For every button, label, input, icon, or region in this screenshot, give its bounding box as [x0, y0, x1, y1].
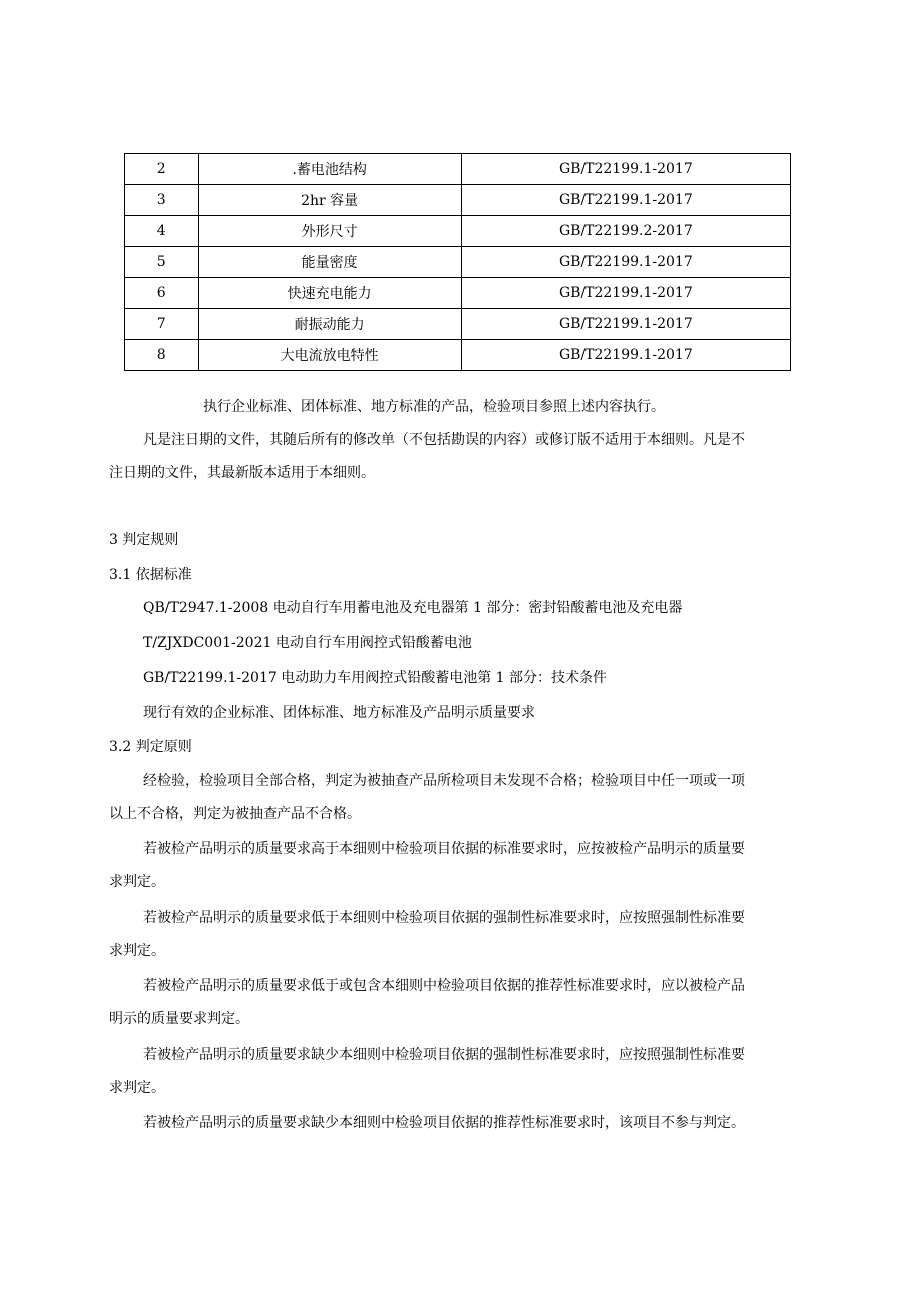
item-name-cell: 耐振动能力	[198, 309, 461, 340]
table-row	[125, 340, 791, 371]
standard-cell: GB/T22199.1-2017	[461, 278, 790, 309]
rule-1-line1: 经检验，检验项目全部合格，判定为被抽查产品所检项目未发现不合格；检验项目中任一项或一项	[143, 773, 745, 789]
heading-3-1: 3.1 依据标准	[109, 567, 192, 583]
table-row	[125, 185, 791, 216]
row-number-cell: 8	[125, 340, 199, 371]
paragraph-exec: 执行企业标准、团体标准、地方标准的产品，检验项目参照上述内容执行。	[203, 399, 665, 415]
rule-3-line1: 若被检产品明示的质量要求低于本细则中检验项目依据的强制性标准要求时，应按照强制性标准要	[143, 910, 745, 926]
inspection-items-table	[124, 153, 791, 371]
table-body	[125, 154, 791, 371]
standard-cell: GB/T22199.1-2017	[461, 185, 790, 216]
row-number-cell: 7	[125, 309, 199, 340]
heading-3-2: 3.2 判定原则	[109, 739, 192, 755]
rule-4-line2: 明示的质量要求判定。	[109, 1011, 249, 1027]
standard-cell: GB/T22199.1-2017	[461, 340, 790, 371]
rule-5-line1: 若被检产品明示的质量要求缺少本细则中检验项目依据的强制性标准要求时，应按照强制性标准要	[143, 1047, 745, 1063]
row-number-cell: 4	[125, 216, 199, 247]
standard-cell: GB/T22199.2-2017	[461, 216, 790, 247]
row-number-cell: 2	[125, 154, 199, 185]
standard-cell: GB/T22199.1-2017	[461, 247, 790, 278]
rule-6: 若被检产品明示的质量要求缺少本细则中检验项目依据的推荐性标准要求时，该项目不参与判定。	[143, 1115, 745, 1131]
item-name-cell: .蓄电池结构	[198, 154, 461, 185]
table-row	[125, 216, 791, 247]
table-row	[125, 309, 791, 340]
standard-cell: GB/T22199.1-2017	[461, 154, 790, 185]
row-number-cell: 3	[125, 185, 199, 216]
standard-3: GB/T22199.1-2017 电动助力车用阀控式铅酸蓄电池第 1 部分：技术条件	[143, 670, 608, 686]
item-name-cell: 外形尺寸	[198, 216, 461, 247]
row-number-cell: 5	[125, 247, 199, 278]
table-row	[125, 154, 791, 185]
standard-2: T/ZJXDC001-2021 电动自行车用阀控式铅酸蓄电池	[143, 635, 472, 651]
item-name-cell: 2hr 容量	[198, 185, 461, 216]
table-row	[125, 247, 791, 278]
rule-1-line2: 以上不合格，判定为被抽查产品不合格。	[109, 806, 361, 822]
paragraph-dated-line2: 注日期的文件，其最新版本适用于本细则。	[109, 465, 375, 481]
item-name-cell: 大电流放电特性	[198, 340, 461, 371]
rule-2-line1: 若被检产品明示的质量要求高于本细则中检验项目依据的标准要求时，应按被检产品明示的质量要	[143, 841, 745, 857]
table-row	[125, 278, 791, 309]
rule-4-line1: 若被检产品明示的质量要求低于或包含本细则中检验项目依据的推荐性标准要求时，应以被检产品	[143, 978, 745, 994]
standard-cell: GB/T22199.1-2017	[461, 309, 790, 340]
rule-3-line2: 求判定。	[109, 943, 165, 959]
row-number-cell: 6	[125, 278, 199, 309]
item-name-cell: 能量密度	[198, 247, 461, 278]
heading-3: 3 判定规则	[109, 532, 179, 548]
standard-1: QB/T2947.1-2008 电动自行车用蓄电池及充电器第 1 部分：密封铅酸蓄电池及充电器	[143, 600, 683, 616]
paragraph-dated-line1: 凡是注日期的文件，其随后所有的修改单（不包括勘误的内容）或修订版不适用于本细则。凡是不	[143, 432, 745, 448]
rule-5-line2: 求判定。	[109, 1080, 165, 1096]
standard-4: 现行有效的企业标准、团体标准、地方标准及产品明示质量要求	[143, 705, 535, 721]
rule-2-line2: 求判定。	[109, 874, 165, 890]
item-name-cell: 快速充电能力	[198, 278, 461, 309]
